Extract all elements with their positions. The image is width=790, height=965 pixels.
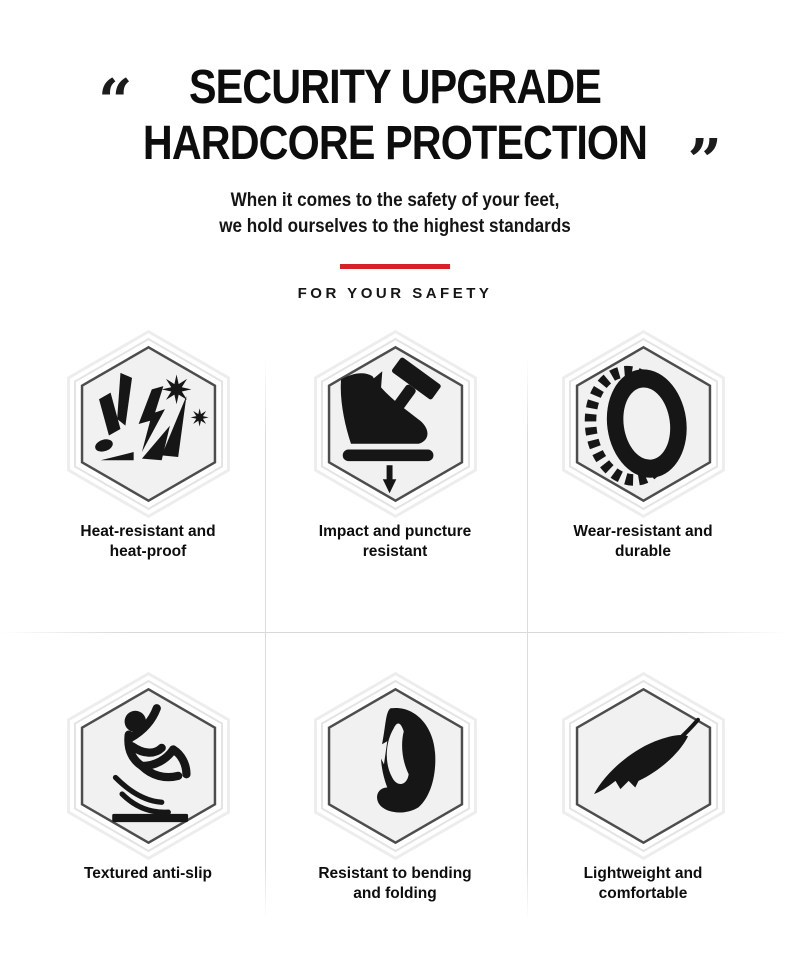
feature-card-impact [285, 330, 505, 563]
header [0, 0, 790, 302]
subtitle-line-2: we hold ourselves to the highest standards [219, 216, 571, 237]
feature-card-wear [533, 330, 753, 563]
feather-icon [561, 672, 726, 860]
feature-label-heat: Heat-resistant and heat-proof [80, 523, 216, 561]
feature-label-wear: Wear-resistant and durable [573, 523, 713, 561]
section-label: FOR YOUR SAFETY [297, 285, 493, 302]
feature-label-impact: Impact and puncture resistant [318, 523, 472, 561]
open-quote-icon: “ [98, 67, 133, 137]
feature-label-lightweight: Lightweight and comfortable [583, 865, 703, 903]
bent-shoe-icon [313, 672, 478, 860]
feature-label-antislip: Textured anti-slip [83, 865, 213, 882]
feature-card-antislip [38, 672, 258, 884]
grid-divider-vertical-2 [527, 358, 528, 920]
tire-icon [561, 330, 726, 518]
explosion-icon [66, 330, 231, 518]
grid-divider-horizontal [0, 632, 790, 633]
title-line-2: HARDCORE PROTECTION [142, 117, 648, 170]
title-line-1: SECURITY UPGRADE [188, 61, 602, 114]
feature-card-bending [285, 672, 505, 905]
feature-label-bending: Resistant to bending and folding [318, 865, 472, 903]
feature-card-heat [38, 330, 258, 563]
feature-card-lightweight [533, 672, 753, 905]
slip-warning-icon [66, 672, 231, 860]
grid-divider-vertical-1 [265, 358, 266, 920]
close-quote-icon: ” [687, 127, 722, 197]
red-divider-rule [340, 264, 450, 269]
subtitle-line-1: When it comes to the safety of your feet, [230, 190, 560, 211]
subtitle [40, 188, 751, 240]
boot-hammer-icon [313, 330, 478, 518]
